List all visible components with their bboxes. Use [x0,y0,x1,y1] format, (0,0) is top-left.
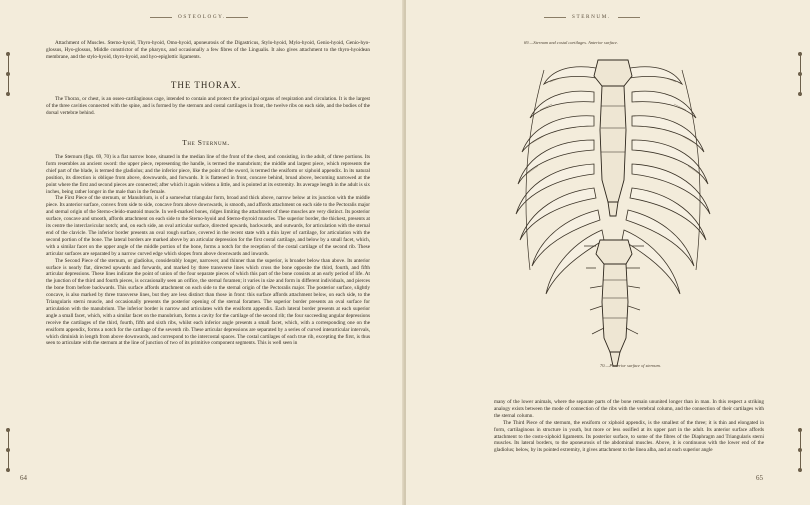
sternum-paragraph: The Sternum (figs. 69, 70) is a flat narrow bone, situated in the median line of the front of the chest, and consisting, in the adult, of three portions. Its form resembles an ancient sword: the upper piece, representing the handle, is termed the manubrium; the middle and largest piece, which represents the chief part of the blade, is termed the gladiolus; and the inferior piece, like the point of the sword, is termed the ensiform or xiphoid appendix. In its natural position, its direction is oblique from above, downwards, and forwards. It is flattened in front, concave behind, broad above, becoming narrowed at the point where the first and second pieces are connected; after which it again widens a little, and is pointed at its extremity. Its average length in the adult is six inches, being rather longer in the male than in the female. [46,154,370,195]
running-head-left: OSTEOLOGY. [178,14,226,20]
page-number-right: 65 [756,474,763,482]
page-number-left: 64 [20,474,27,482]
running-head-rule [544,17,566,18]
margin-ornament [6,52,10,96]
margin-ornament [798,52,802,96]
heading-thorax: THE THORAX. [170,80,242,90]
right-body-text [494,399,764,473]
figure-caption-anterior: 69.—Sternum and costal cartilages. Anterior surface. [524,40,619,45]
sternum-illustration [500,40,726,388]
running-head-rule [618,17,640,18]
running-head-rule [226,17,248,18]
running-head-rule [150,17,172,18]
margin-ornament [798,428,802,472]
running-head-right: STERNUM. [572,14,611,20]
third-piece-paragraph: The Third Piece of the sternum, the ensiform or xiphoid appendix, is the smallest of the three; it is thin and elongated in form, cartilaginous in structure in youth, but more or less ossified at its upper part in the adult. Its anterior surface affords attachment to the costo-xiphoid ligaments. Its posterior surface, to some of the fibres of the Diaphragm and Triangularis sterni muscles. Its lateral borders, to the aponeurosis of the abdominal muscles. Above, it is continuous with the lower end of the gladiolus; below, by its pointed extremity, it gives attachment to the linea alba, and at each superior angle [494,419,764,454]
heading-sternum: The Sternum. [182,138,230,147]
sternum-paragraph: The First Piece of the sternum, or Manubrium, is of a somewhat triangular form, broad and thick above, narrow below at its junction with the middle piece. Its anterior surface, convex from side to side, concave from above downwards, is smooth, and affords attachment on each side to the Pectoralis major and sternal origin of the Sterno-cleido-mastoid muscle. In well-marked bones, ridges limiting the attachment of these muscles are very distinct. Its posterior surface, concave and smooth, affords attachment on each side to the Sterno-hyoid and Sterno-thyroid muscles. The superior border, the thickest, presents at its centre the interclavicular notch; and, on each side, an oval articular surface, directed upwards, backwards, and outwards, for articulation with the sternal end of the clavicle. The inferior border presents an oval rough surface, covered in the recent state with a thin layer of cartilage, for articulation with the second portion of the bone. The lateral borders are marked above by an articular depression for the first costal cartilage, and below by a small facet, which, with a similar facet on the upper angle of the middle portion of the bone, forms a notch for the reception of the costal cartilage of the second rib. These articular surfaces are separated by a narrow curved edge which slopes from above downwards and inwards. [46,195,370,257]
continued-paragraph: many of the lower animals, where the separate parts of the bone remain ununited longer than in man. In this respect a striking analogy exists between the mode of connection of the ribs with the vertebral column, and the connection of their cartilages with the sternal column. [494,399,764,419]
left-page [0,0,404,505]
thorax-paragraph: The Thorax, or chest, is an osseo-cartilaginous cage, intended to contain and protect the principal organs of respiration and circulation. It is the largest of the three cavities connected with the spine, and is formed by the sternum and costal cartilages in front, the twelve ribs on each side, and the bodies of the dorsal vertebræ behind. [46,96,370,116]
sternum-paragraph: The Second Piece of the sternum, or gladiolus, considerably longer, narrower, and thinner than the superior, is broader below than above. Its anterior surface is nearly flat, directed upwards and forwards, and marked by three transverse lines which cross the bone opposite the third, fourth, and fifth articular depressions. These lines indicate the point of union of the four separate pieces of which this part of the bone consists at an early period of life. At the junction of the third and fourth pieces, is occasionally seen an orifice, the sternal foramen; it varies in size and form in different individuals, and pierces the bone from before backwards. This surface affords attachment on each side to the sternal origin of the Pectoralis major. The posterior surface, slightly concave, is also marked by three transverse lines, but they are less distinct than those in front: this surface affords attachment below, on each side, to the Triangularis sterni muscle, and occasionally presents the posterior opening of the sternal foramen. The superior border presents an oval surface for articulation with the manubrium. The inferior border is narrow and articulates with the ensiform appendix. Each lateral border presents at each superior angle a small facet, which, with a similar facet on the manubrium, forms a cavity for the cartilage of the second rib; the four succeeding angular depressions receive the cartilages of the third, fourth, fifth and sixth ribs, whilst each inferior angle presents a small facet, which, with a corresponding one on the ensiform appendix, forms a notch for the cartilage of the seventh rib. These articular depressions are separated by a series of curved interarticular intervals, which diminish in length from above downwards, and correspond to the intercostal spaces. The costal cartilages of each true rib, excepting the first, is thus seen to articulate with the sternum at the line of junction of two of its primitive component segments. This is well seen in [46,257,370,347]
figure-caption-posterior: 70.—Posterior surface of sternum. [600,363,661,368]
margin-ornament [6,428,10,472]
intro-paragraph: Attachment of Muscles. Sterno-hyoid, Thyro-hyoid, Omo-hyoid, aponeurosis of the Digastricus, Stylo-hyoid, Mylo-hyoid, Genio-hyoid, Genio-hyo-glossus, Hyo-glossus, Middle constrictor of the pharynx, and occasionally a few fibres of the Lingualis. It also gives attachment to the thyro-hyoidean membrane, and the stylo-hyoid, thyro-hyoid, and hyo-epiglottic ligaments. [46,40,370,60]
sternum-body-text [46,154,370,472]
